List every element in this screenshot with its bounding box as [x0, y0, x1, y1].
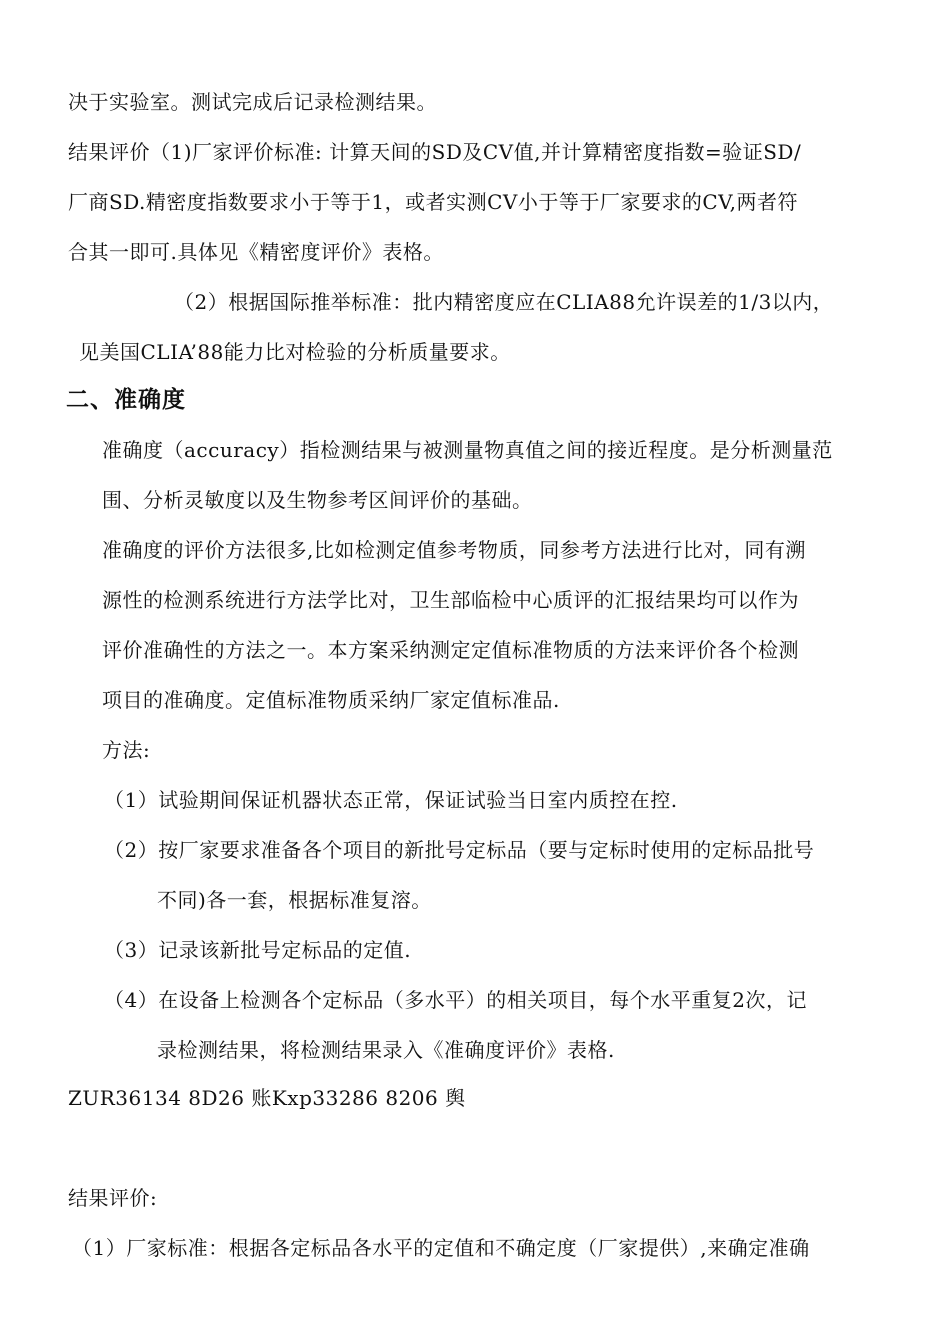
- result-label: 结果评价:: [68, 1186, 158, 1210]
- paragraph-line: 见美国CLIA’88能力比对检验的分析质量要求。: [79, 340, 511, 364]
- paragraph-line: 合其一即可.具体见《精密度评价》表格。: [68, 240, 444, 264]
- methods-line: 项目的准确度。定值标准物质采纳厂家定值标准品.: [102, 688, 560, 712]
- definition-line: 围、分析灵敏度以及生物参考区间评价的基础。: [102, 488, 533, 512]
- section-heading: 二、准确度: [66, 387, 186, 413]
- paragraph-line: （2）根据国际推举标准：批内精密度应在CLIA88允许误差的1/3以内，: [174, 290, 834, 314]
- paragraph-line: 厂商SD.精密度指数要求小于等于1，或者实测CV小于等于厂家要求的CV,两者符: [68, 190, 798, 214]
- paragraph-line: 决于实验室。测试完成后记录检测结果。: [68, 90, 437, 114]
- step-line: 不同)各一套，根据标准复溶。: [157, 888, 432, 912]
- definition-line: 准确度（accuracy）指检测结果与被测量物真值之间的接近程度。是分析测量范: [102, 438, 833, 462]
- result-line: （1）厂家标准：根据各定标品各水平的定值和不确定度（厂家提供）,来确定准确: [72, 1236, 810, 1260]
- methods-line: 源性的检测系统进行方法学比对，卫生部临检中心质评的汇报结果均可以作为: [102, 588, 799, 612]
- step-line: 录检测结果，将检测结果录入《准确度评价》表格.: [157, 1038, 615, 1062]
- methods-line: 评价准确性的方法之一。本方案采纳测定定值标准物质的方法来评价各个检测: [102, 638, 799, 662]
- methods-line: 准确度的评价方法很多,比如检测定值参考物质，同参考方法进行比对，同有溯: [102, 538, 806, 562]
- step-line: （4）在设备上检测各个定标品（多水平）的相关项目，每个水平重复2次，记: [104, 988, 807, 1012]
- method-label: 方法:: [102, 738, 151, 762]
- code-line: ZUR36134 8D26 账Kxp33286 8206 舆: [68, 1086, 466, 1110]
- paragraph-line: 结果评价（1)厂家评价标准: 计算天间的SD及CV值,并计算精密度指数=验证SD/: [68, 140, 802, 164]
- step-line: （1）试验期间保证机器状态正常，保证试验当日室内质控在控.: [104, 788, 678, 812]
- step-line: （2）按厂家要求准备各个项目的新批号定标品（要与定标时使用的定标品批号: [104, 838, 815, 862]
- step-line: （3）记录该新批号定标品的定值.: [104, 938, 412, 962]
